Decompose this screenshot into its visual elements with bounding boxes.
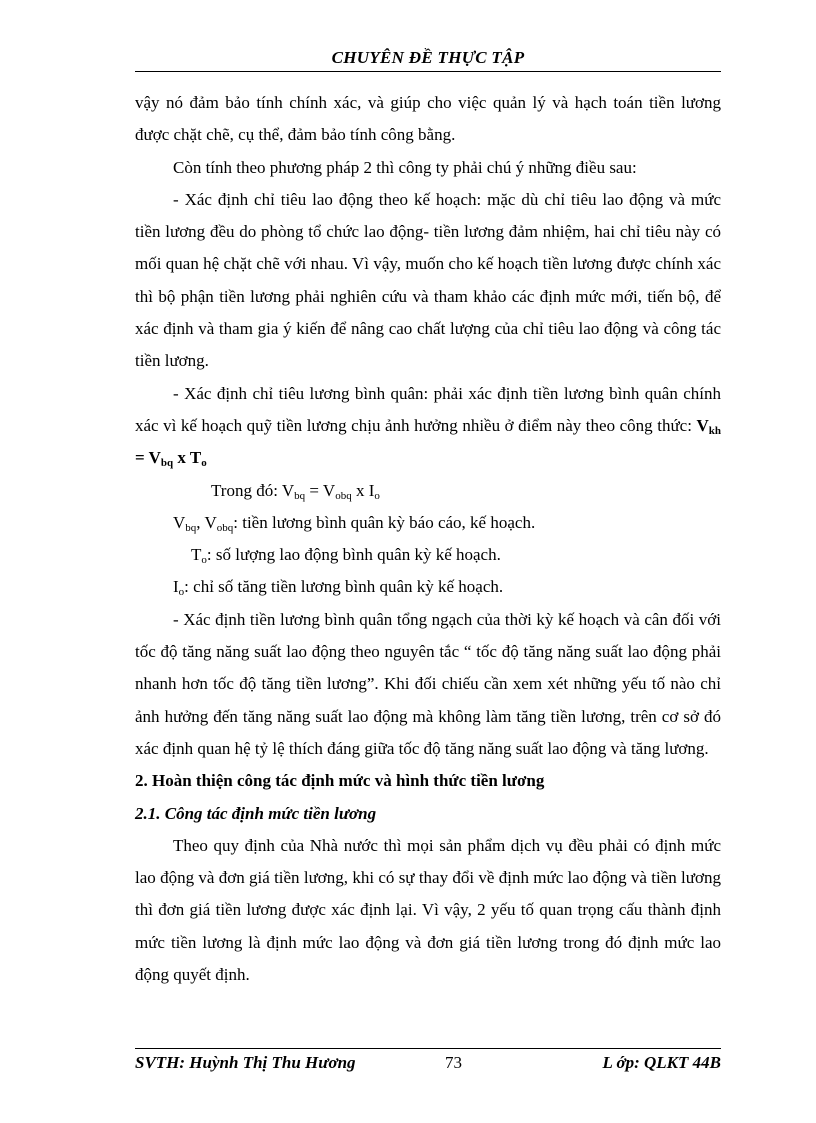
section-heading-2: 2. Hoàn thiện công tác định mức và hình thức tiền lương xyxy=(135,771,545,791)
page-footer xyxy=(135,1053,721,1077)
definition-vbq: $V_{bq}$, $V_{obq}$: tiền lương bình quân kỳ báo cáo, kế hoạch. xyxy=(173,512,536,534)
footer-rule xyxy=(135,1048,721,1049)
paragraph-labor-target: - Xác định chỉ tiêu lao động theo kế hoạch: mặc dù chỉ tiêu lao động và mức tiền lương đều do phòng tổ chức lao động- tiền lương đảm nhiệm, hai chỉ tiêu này có mối quan hệ chặt chẽ với nhau. Vì vậy, muốn cho kế hoạch tiền lương được chính xác thì bộ phận tiền lương phải nghiên cứu và tham khảo các định mức mới, tiến bộ, để xác định và tham gia ý kiến để nâng cao chất lượng của chỉ tiêu lao động và công tác tiền lương. xyxy=(135,189,721,371)
paragraph-average-wage-text: - Xác định chỉ tiêu lương bình quân: phải xác định tiền lương bình quân chính xác vì kế hoạch quỹ tiền lương chịu ảnh hưởng nhiều ở điểm này theo công thức: xyxy=(135,383,721,435)
page-number: 73 xyxy=(445,1053,462,1072)
formula-where: Trong đó: $V_{bq} = V_{obq}$ x $I_o$ xyxy=(211,480,380,502)
definition-to: $T_o$: số lượng lao động bình quân kỳ kế hoạch. xyxy=(191,545,501,567)
footer-class: L ớp: QLKT 44B xyxy=(602,1053,721,1072)
definition-io: $I_o$: chỉ số tăng tiền lương bình quân kỳ kế hoạch. xyxy=(173,577,504,599)
header-rule xyxy=(135,71,721,72)
paragraph-total-wage: - Xác định tiền lương bình quân tổng ngạch của thời kỳ kế hoạch và cân đối với tốc độ tăng năng suất lao động theo nguyên tắc “ tốc độ tăng năng suất lao động phải nhanh hơn tốc độ tăng tiền lương”. Khi đối chiếu cần xem xét những yếu tố nào chỉ ảnh hưởng đến tăng năng suất lao động mà không làm tăng tiền lương, trên cơ sở đó xác định quan hệ tỷ lệ thích đáng giữa tốc độ tăng năng suất lao động và tăng lương. xyxy=(135,609,721,758)
formula-main: $V_{kh} = V_{bq}$ x $T_o$ xyxy=(135,415,721,470)
paragraph-regulation: Theo quy định của Nhà nước thì mọi sản phẩm dịch vụ đều phải có định mức lao động và đơn giá tiền lương, khi có sự thay đổi về định mức lao động và tiền lương thì đơn giá tiền lương được xác định lại. Vì vậy, 2 yếu tố quan trọng cấu thành định mức tiền lương là định mức lao động và đơn giá tiền lương trong đó định mức lao động quyết định. xyxy=(135,835,721,985)
section-heading-2-1: 2.1. Công tác định mức tiền lương xyxy=(135,803,377,823)
page-body xyxy=(135,87,721,991)
paragraph-method-2: Còn tính theo phương pháp 2 thì công ty phải chú ý những điều sau: xyxy=(173,157,637,177)
paragraph-continuation: vậy nó đảm bảo tính chính xác, và giúp cho việc quản lý và hạch toán tiền lương được chặt chẽ, cụ thể, đảm bảo tính công bằng. xyxy=(135,93,721,145)
footer-author: SVTH: Huỳnh Thị Thu Hương xyxy=(135,1053,356,1072)
paragraph-average-wage xyxy=(135,378,721,475)
page-header-title: CHUYÊN ĐỀ THỰC TẬP xyxy=(331,48,525,67)
